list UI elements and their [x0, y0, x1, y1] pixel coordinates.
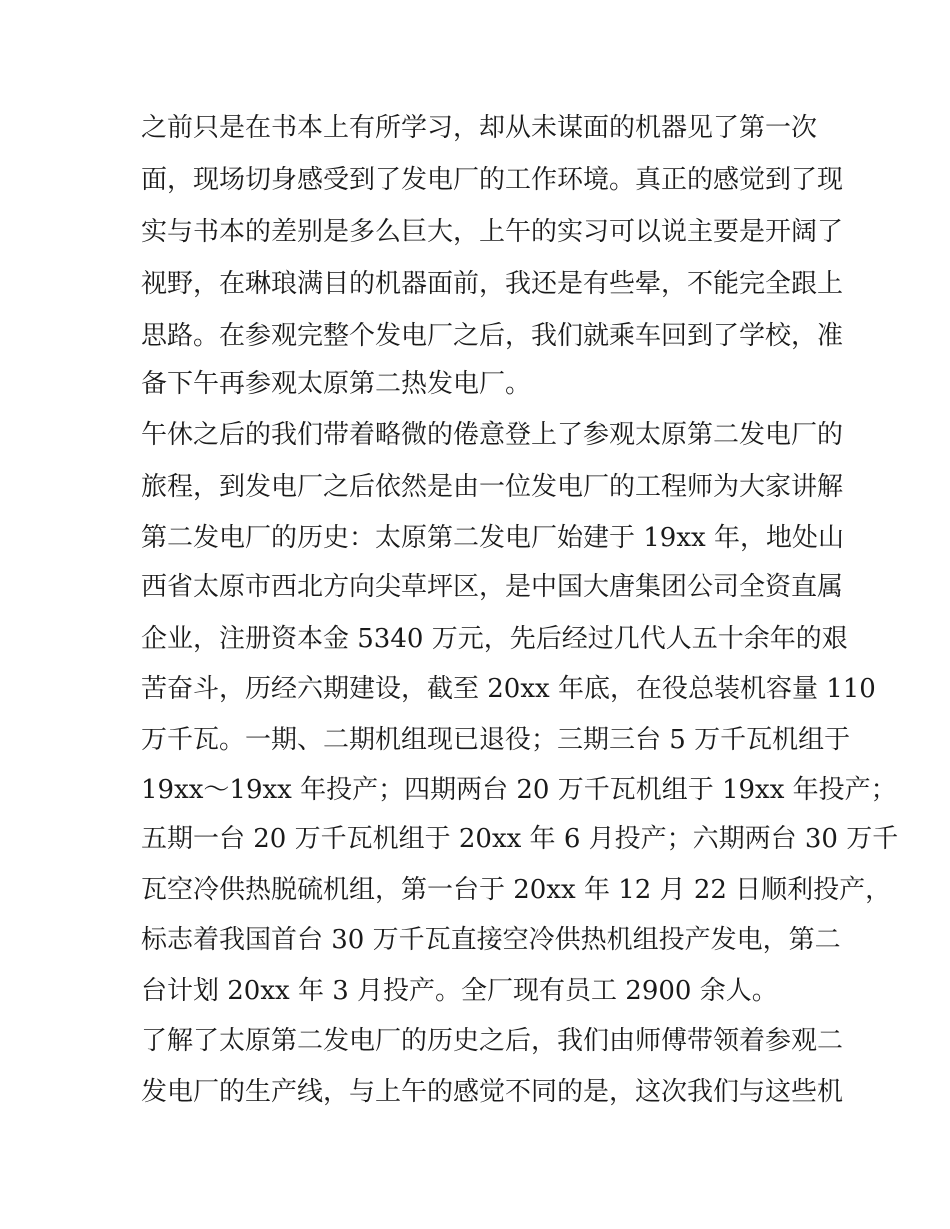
text-line: 备下午再参观太原第二热发电厂。: [141, 369, 532, 399]
text-line: 思路。在参观完整个发电厂之后，我们就乘车回到了学校，准: [141, 321, 844, 351]
text-line: 苦奋斗，历经六期建设，截至 20xx 年底，在役总装机容量 110: [141, 674, 876, 704]
text-line: 之前只是在书本上有所学习，却从未谋面的机器见了第一次: [141, 113, 818, 143]
text-line: 了解了太原第二发电厂的历史之后，我们由师傅带领着参观二: [141, 1026, 844, 1056]
text-line: 视野，在琳琅满目的机器面前，我还是有些晕，不能完全跟上: [141, 269, 844, 299]
text-line: 标志着我国首台 30 万千瓦直接空冷供热机组投产发电，第二: [141, 925, 841, 955]
text-line: 企业，注册资本金 5340 万元，先后经过几代人五十余年的艰: [141, 624, 848, 654]
text-line: 瓦空冷供热脱硫机组，第一台于 20xx 年 12 月 22 日顺利投产，: [141, 875, 892, 905]
text-line: 午休之后的我们带着略微的倦意登上了参观太原第二发电厂的: [141, 420, 844, 450]
text-line: 万千瓦。一期、二期机组现已退役；三期三台 5 万千瓦机组于: [141, 725, 851, 755]
text-line: 发电厂的生产线，与上午的感觉不同的是，这次我们与这些机: [141, 1077, 844, 1107]
text-line: 台计划 20xx 年 3 月投产。全厂现有员工 2900 余人。: [141, 976, 778, 1006]
text-line: 五期一台 20 万千瓦机组于 20xx 年 6 月投产；六期两台 30 万千: [141, 824, 899, 854]
text-line: 19xx～19xx 年投产；四期两台 20 万千瓦机组于 19xx 年投产；: [141, 775, 897, 805]
text-line: 西省太原市西北方向尖草坪区，是中国大唐集团公司全资直属: [141, 572, 844, 602]
text-line: 实与书本的差别是多么巨大，上午的实习可以说主要是开阔了: [141, 217, 844, 247]
text-line: 第二发电厂的历史：太原第二发电厂始建于 19xx 年，地处山: [141, 523, 844, 553]
text-line: 面，现场切身感受到了发电厂的工作环境。真正的感觉到了现: [141, 165, 844, 195]
text-line: 旅程，到发电厂之后依然是由一位发电厂的工程师为大家讲解: [141, 472, 844, 502]
